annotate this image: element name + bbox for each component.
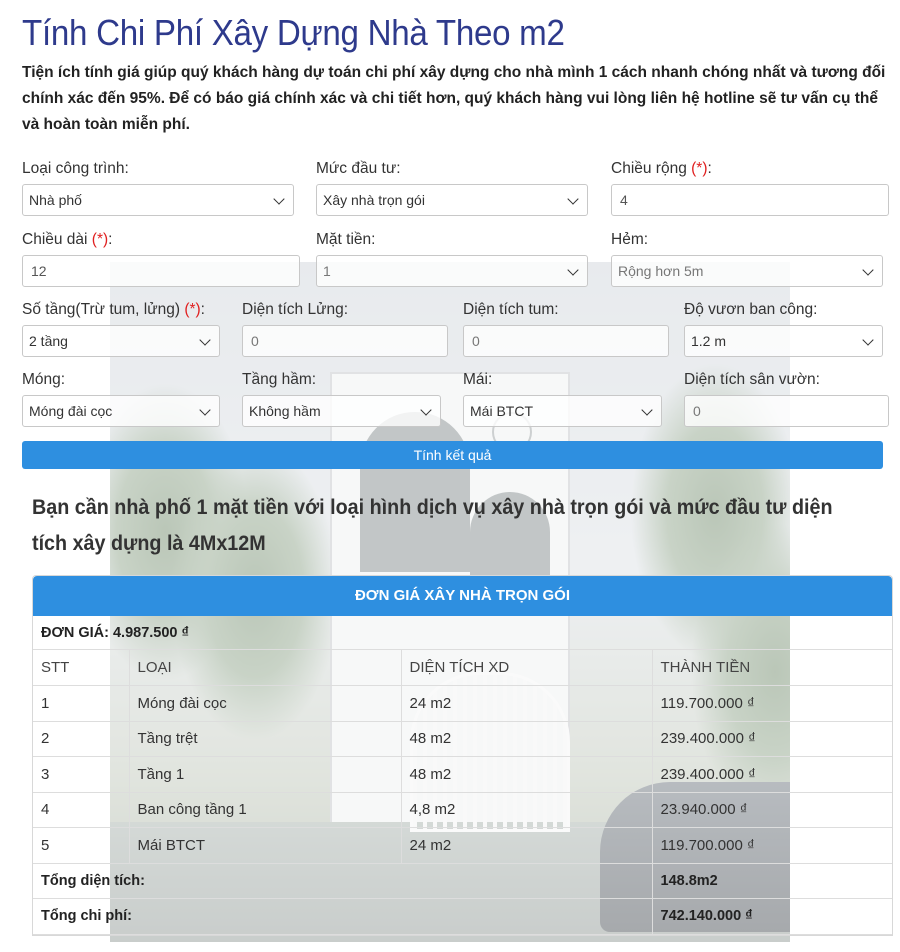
- field-so-tang: [22, 299, 220, 357]
- field-do-vuon-ban-cong: [684, 299, 883, 357]
- col-loai: LOẠI: [129, 650, 401, 686]
- unit-price: ĐƠN GIÁ: 4.987.500 ₫: [33, 616, 892, 650]
- label-dien-tich-lung: Diện tích Lửng:: [242, 301, 349, 318]
- field-chieu-dai: [22, 229, 300, 287]
- required-mark: (*): [91, 231, 109, 248]
- select-mai[interactable]: Mái BTCT: [463, 395, 662, 427]
- table-row: 3 Tầng 1 48 m2 239.400.000 ₫: [33, 757, 892, 793]
- select-hem[interactable]: Rộng hơn 5m: [611, 255, 883, 287]
- input-dien-tich-tum[interactable]: 0: [463, 325, 669, 357]
- required-mark: (*): [691, 160, 708, 177]
- page-title: Tính Chi Phí Xây Dựng Nhà Theo m2: [22, 12, 565, 53]
- field-mat-tien: [316, 229, 588, 287]
- input-dien-tich-san-vuon[interactable]: 0: [684, 395, 889, 427]
- total-area-label: Tổng diện tích:: [33, 863, 652, 899]
- total-cost-label: Tổng chi phí:: [33, 899, 652, 935]
- label-so-tang: Số tầng(Trừ tum, lửng) (*):: [22, 301, 205, 318]
- label-dien-tich-tum: Diện tích tum:: [463, 301, 559, 318]
- total-cost-row: [33, 899, 892, 935]
- input-chieu-dai[interactable]: 12: [22, 255, 300, 287]
- field-dien-tich-lung: [242, 299, 448, 357]
- label-mai: Mái:: [463, 371, 493, 388]
- field-dien-tich-tum: [463, 299, 669, 357]
- table-row: 5 Mái BTCT 24 m2 119.700.000 ₫: [33, 828, 892, 864]
- result-panel-header: ĐƠN GIÁ XÂY NHÀ TRỌN GÓI: [33, 576, 892, 616]
- table-row: 1 Móng đài cọc 24 m2 119.700.000 ₫: [33, 686, 892, 722]
- label-mong: Móng:: [22, 371, 66, 388]
- intro-text: Tiện ích tính giá giúp quý khách hàng dự toán chi phí xây dựng cho nhà mình 1 cách nhanh chóng nhất và tương đối chính xác đến 95%. Để có báo giá chính xác và chi tiết hơn, quý khách hàng vui lòng liên hệ hotline sẽ tư vấn cụ thể và hoàn toàn miễn phí.: [22, 64, 886, 133]
- label-loai-cong-trinh: Loại công trình:: [22, 160, 129, 177]
- label-chieu-dai: Chiều dài (*):: [22, 231, 113, 248]
- select-do-vuon-ban-cong[interactable]: 1.2 m: [684, 325, 883, 357]
- label-hem: Hẻm:: [611, 231, 649, 248]
- field-tang-ham: [242, 369, 441, 427]
- field-chieu-rong: [611, 158, 889, 216]
- col-stt: STT: [33, 650, 129, 686]
- field-dien-tich-san-vuon: [684, 369, 889, 427]
- field-mong: [22, 369, 220, 427]
- select-so-tang[interactable]: 2 tầng: [22, 325, 220, 357]
- table-row: 2 Tầng trệt 48 m2 239.400.000 ₫: [33, 721, 892, 757]
- label-muc-dau-tu: Mức đầu tư:: [316, 160, 401, 177]
- select-mong[interactable]: Móng đài cọc: [22, 395, 220, 427]
- input-chieu-rong[interactable]: 4: [611, 184, 889, 216]
- total-area-row: [33, 863, 892, 899]
- total-area-value: 148.8m2: [652, 863, 892, 899]
- field-hem: [611, 229, 883, 287]
- input-dien-tich-lung[interactable]: 0: [242, 325, 448, 357]
- table-header-row: [33, 650, 892, 686]
- field-mai: [463, 369, 662, 427]
- col-thanh-tien: THÀNH TIỀN: [652, 650, 892, 686]
- select-mat-tien[interactable]: 1: [316, 255, 588, 287]
- field-muc-dau-tu: [316, 158, 588, 216]
- select-muc-dau-tu[interactable]: Xây nhà trọn gói: [316, 184, 588, 216]
- calculate-button[interactable]: Tính kết quả: [22, 441, 883, 469]
- table-row: 4 Ban công tầng 1 4,8 m2 23.940.000 ₫: [33, 792, 892, 828]
- label-do-vuon-ban-cong: Độ vươn ban công:: [684, 301, 818, 318]
- cost-table: [33, 650, 892, 935]
- field-loai-cong-trinh: [22, 158, 294, 216]
- result-panel: [32, 575, 893, 936]
- result-summary: Bạn cần nhà phố 1 mặt tiền với loại hình dịch vụ xây nhà trọn gói và mức đầu tư diện tích xây dựng là 4Mx12M: [32, 496, 833, 555]
- label-chieu-rong: Chiều rộng (*):: [611, 160, 712, 177]
- label-tang-ham: Tầng hầm:: [242, 371, 317, 388]
- total-cost-value: 742.140.000 ₫: [652, 899, 892, 935]
- col-dien-tich: DIỆN TÍCH XD: [401, 650, 652, 686]
- required-mark: (*): [184, 301, 201, 318]
- select-loai-cong-trinh[interactable]: Nhà phố: [22, 184, 294, 216]
- label-mat-tien: Mặt tiền:: [316, 231, 376, 248]
- select-tang-ham[interactable]: Không hầm: [242, 395, 441, 427]
- label-dien-tich-san-vuon: Diện tích sân vườn:: [684, 371, 820, 388]
